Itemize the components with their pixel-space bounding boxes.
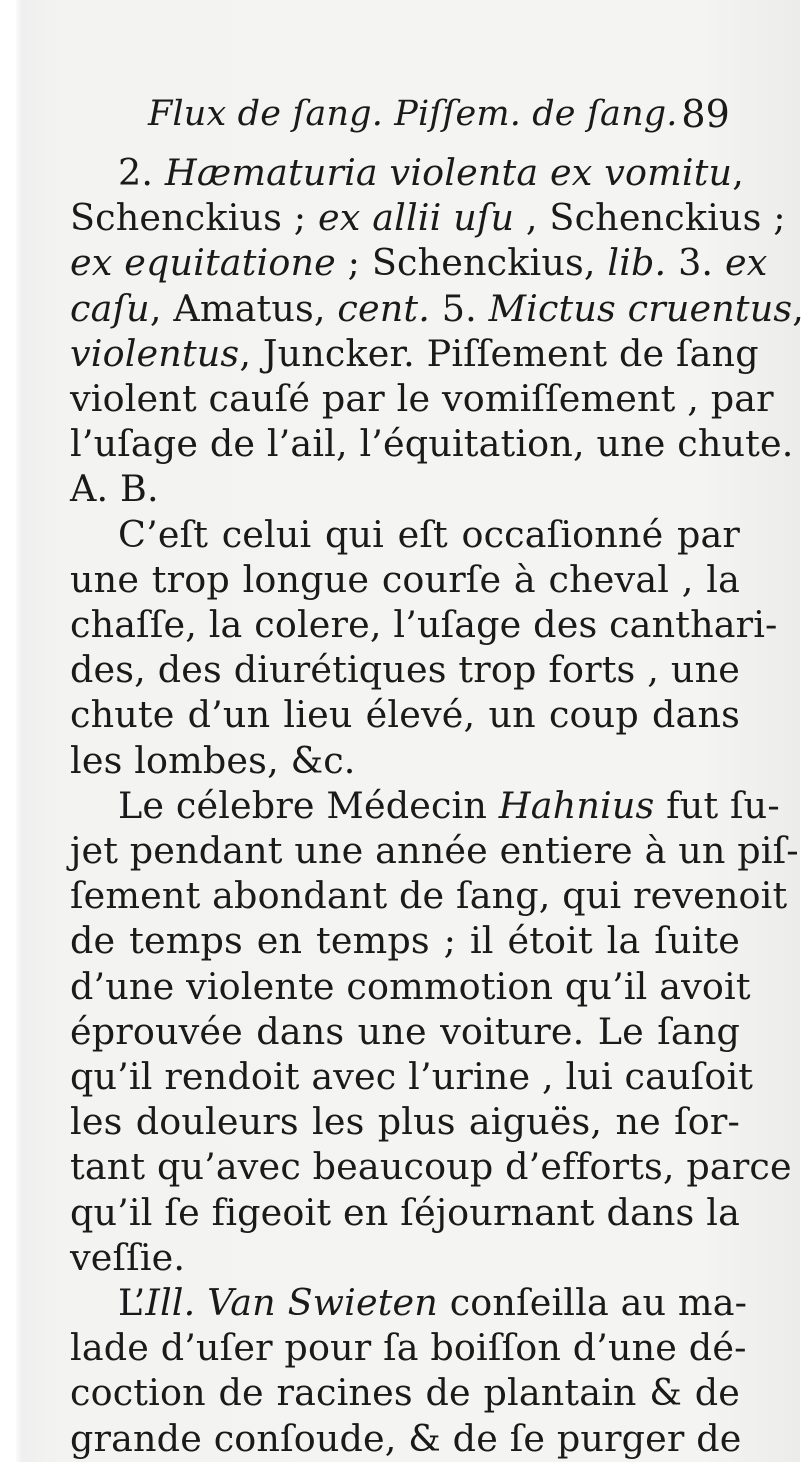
- text-line: [70, 376, 774, 421]
- text-line: [70, 1370, 740, 1415]
- text-line: [70, 1280, 748, 1325]
- text-span: L’: [118, 1281, 146, 1325]
- text-span: jet pendant une année entiere à un piſ-: [70, 829, 799, 873]
- text-span: chute d’un lieu élevé, un coup dans: [70, 693, 740, 737]
- text-span: conſeilla au ma-: [437, 1281, 748, 1325]
- text-line: [70, 873, 788, 918]
- text-line: [70, 918, 740, 963]
- text-span: une trop longue courſe à cheval , la: [70, 557, 740, 601]
- running-header: [70, 92, 740, 150]
- page-edge: [0, 0, 16, 1462]
- text-line: [70, 466, 740, 511]
- text-span: Le célebre Médecin: [118, 783, 499, 827]
- text-span: des, des diurétiques trop forts , une: [70, 648, 740, 692]
- italic-span: Ill. Van Swieten: [145, 1281, 438, 1325]
- page-text: [70, 92, 804, 1461]
- text-line: [70, 647, 740, 692]
- text-line: [70, 1235, 740, 1280]
- italic-span: ex equitatione: [70, 241, 336, 285]
- text-span: qu’il rendoit avec l’urine , lui cauſoit: [70, 1055, 754, 1099]
- italic-span: Mictus cruentus: [488, 286, 793, 330]
- text-line: [70, 1190, 740, 1235]
- text-line: [70, 331, 759, 376]
- text-line: [70, 783, 780, 828]
- text-span: fut ſu-: [654, 783, 780, 827]
- page-number: 89: [681, 92, 730, 136]
- text-span: grande conſoude, & de ſe purger de: [70, 1416, 742, 1460]
- body-text: [70, 150, 804, 1461]
- text-span: les douleurs les plus aiguës, ne ſor-: [70, 1100, 740, 1144]
- text-line: [70, 195, 786, 240]
- text-line: [70, 286, 804, 331]
- text-span: tant qu’avec beaucoup d’efforts, parce: [70, 1145, 792, 1189]
- italic-span: Hahnius: [498, 783, 655, 827]
- text-span: d’une violente commotion qu’il avoit: [70, 964, 751, 1008]
- text-span: A. B.: [70, 467, 159, 511]
- text-line: [70, 557, 740, 602]
- text-line: [70, 602, 778, 647]
- text-line: [70, 964, 751, 1009]
- text-line: [70, 738, 740, 783]
- running-title: Flux de ſang. Piſſem. de ſang.: [148, 94, 678, 134]
- text-line: [70, 421, 794, 466]
- italic-span: caſu: [70, 286, 150, 330]
- text-span: 5.: [429, 286, 489, 330]
- text-span: Schenckius ;: [70, 196, 318, 240]
- text-line: [70, 692, 740, 737]
- text-span: éprouvée dans une voiture. Le ſang: [70, 1009, 740, 1053]
- text-span: 3.: [666, 241, 725, 285]
- text-line: [70, 240, 768, 285]
- text-span: 2.: [118, 151, 165, 194]
- text-span: violent cauſé par le vomiſſement , par: [70, 377, 774, 421]
- text-span: lade d’uſer pour ſa boiſſon d’une dé-: [70, 1326, 747, 1370]
- text-span: veſſie.: [70, 1235, 186, 1279]
- text-span: les lombes, &c.: [70, 738, 356, 782]
- text-line: [70, 1009, 740, 1054]
- text-span: , Juncker. Piſſement de ſang: [239, 331, 759, 375]
- text-line: [70, 512, 740, 557]
- text-span: coction de racines de plantain & de: [70, 1371, 740, 1415]
- text-line: [70, 1099, 740, 1144]
- text-span: ,: [792, 286, 804, 330]
- text-line: [70, 1325, 747, 1370]
- text-span: ,: [732, 151, 744, 194]
- text-span: de temps en temps ; il étoit la ſuite: [70, 919, 740, 963]
- text-span: C’eſt celui qui eſt occaſionné par: [118, 512, 740, 556]
- text-line: [70, 828, 799, 873]
- text-line: [70, 1144, 792, 1189]
- text-line: [70, 1416, 740, 1461]
- italic-span: ex allii uſu: [318, 196, 515, 240]
- text-span: chaſſe, la colere, l’uſage des canthari-: [70, 603, 778, 647]
- text-span: l’uſage de l’ail, l’équitation, une chute.: [70, 422, 794, 466]
- italic-span: cent.: [337, 286, 430, 330]
- italic-span: violentus: [70, 331, 240, 375]
- italic-span: ex: [724, 241, 768, 285]
- text-span: ſement abondant de ſang, qui revenoit: [70, 874, 788, 918]
- text-span: , Amatus,: [149, 286, 338, 330]
- italic-span: lib.: [607, 241, 667, 285]
- text-span: ; Schenckius,: [335, 241, 608, 285]
- italic-span: Hæmaturia violenta ex vomitu: [164, 151, 733, 194]
- text-line: [70, 150, 744, 195]
- text-line: [70, 1054, 754, 1099]
- text-span: qu’il ſe figeoit en ſéjournant dans la: [70, 1190, 740, 1234]
- text-span: , Schenckius ;: [514, 196, 786, 240]
